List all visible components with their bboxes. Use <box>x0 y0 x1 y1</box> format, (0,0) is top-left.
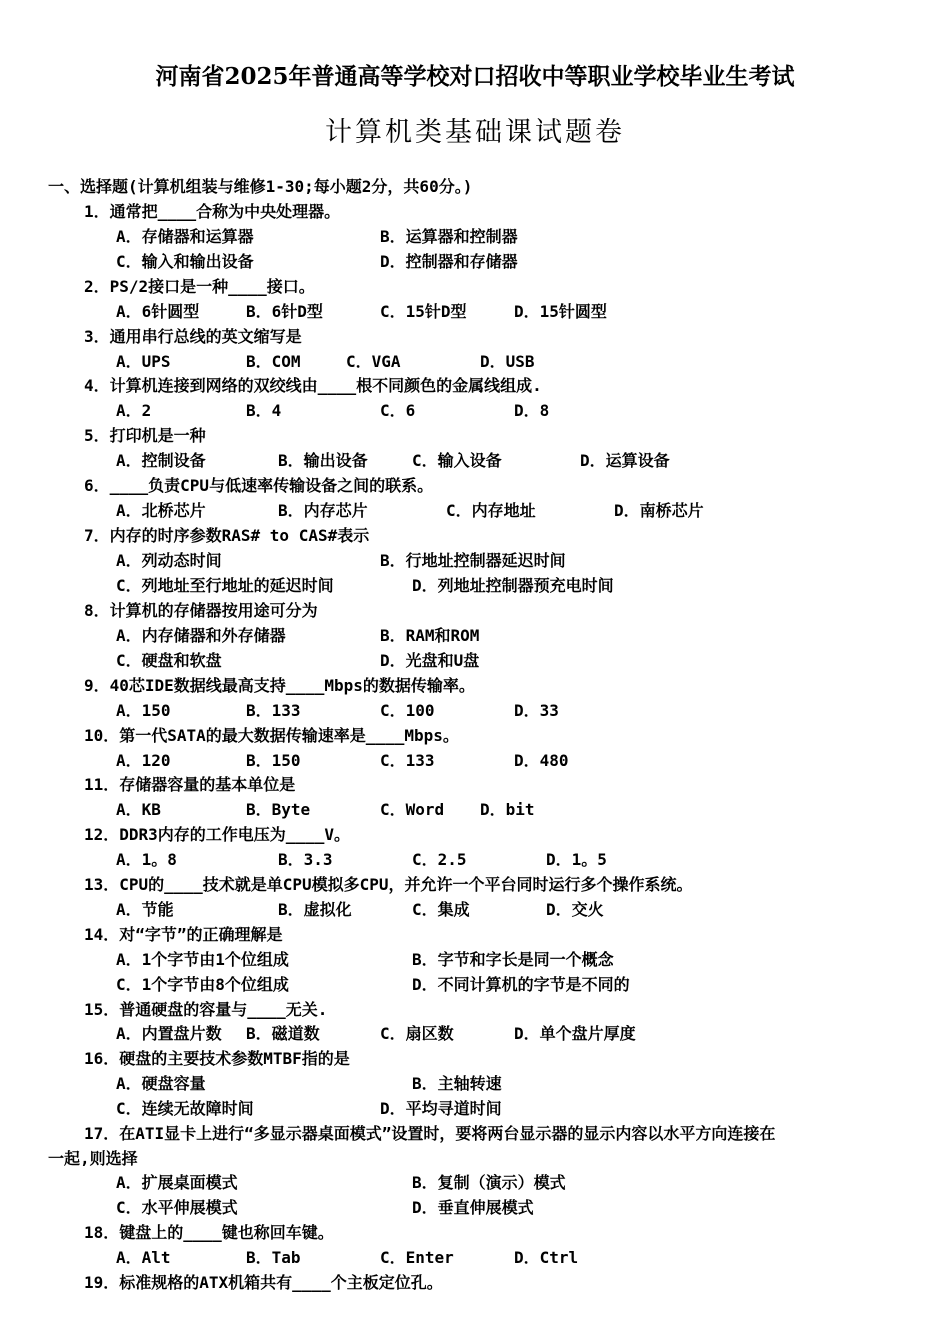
question-stem-continued: 一起,则选择 <box>48 1149 138 1168</box>
question-stem: 10．第一代SATA的最大数据传输速率是____Mbps。 <box>84 726 459 745</box>
question-stem: 9．40芯IDE数据线最高支持____Mbps的数据传输率。 <box>84 676 475 695</box>
exam-title: 河南省2025年普通高等学校对口招收中等职业学校毕业生考试 <box>155 63 795 90</box>
answer-option: B．6针D型 <box>246 302 323 321</box>
answer-option: D．33 <box>514 701 559 720</box>
answer-option: B．RAM和ROM <box>380 626 480 645</box>
answer-option: D．bit <box>480 800 535 819</box>
answer-option: D．控制器和存储器 <box>380 252 518 271</box>
answer-option: B．字节和字长是同一个概念 <box>412 950 614 969</box>
answer-option: A．控制设备 <box>116 451 206 470</box>
answer-option: C．连续无故障时间 <box>116 1099 254 1118</box>
answer-option: D．交火 <box>546 900 604 919</box>
answer-option: A．1个字节由1个位组成 <box>116 950 289 969</box>
answer-option: A．北桥芯片 <box>116 501 206 520</box>
question-stem: 12．DDR3内存的工作电压为____V。 <box>84 825 350 844</box>
answer-option: A．扩展桌面模式 <box>116 1173 238 1192</box>
answer-option: A．2 <box>116 401 152 420</box>
question-stem: 19．标准规格的ATX机箱共有____个主板定位孔。 <box>84 1273 443 1292</box>
question-stem: 3．通用串行总线的英文缩写是 <box>84 327 302 346</box>
question-stem: 18．键盘上的____键也称回车键。 <box>84 1223 334 1242</box>
answer-option: C．Enter <box>380 1248 454 1267</box>
answer-option: A．1。8 <box>116 850 177 869</box>
answer-option: C．输入设备 <box>412 451 502 470</box>
answer-option: C．列地址至行地址的延迟时间 <box>116 576 334 595</box>
answer-option: A．6针圆型 <box>116 302 200 321</box>
exam-subtitle: 计算机类基础课试题卷 <box>325 117 625 148</box>
answer-option: B．虚拟化 <box>278 900 352 919</box>
answer-option: B．内存芯片 <box>278 501 368 520</box>
answer-option: B．COM <box>246 352 301 371</box>
answer-option: B．运算器和控制器 <box>380 227 518 246</box>
question-stem: 1．通常把____合称为中央处理器。 <box>84 202 341 221</box>
question-stem: 6．____负责CPU与低速率传输设备之间的联系。 <box>84 476 434 495</box>
answer-option: A．内置盘片数 <box>116 1024 222 1043</box>
answer-option: A．存储器和运算器 <box>116 227 254 246</box>
question-stem: 11．存储器容量的基本单位是 <box>84 775 296 794</box>
answer-option: B．行地址控制器延迟时间 <box>380 551 566 570</box>
answer-option: A．硬盘容量 <box>116 1074 206 1093</box>
answer-option: D．1。5 <box>546 850 607 869</box>
answer-option: D．单个盘片厚度 <box>514 1024 636 1043</box>
section-heading: 一、选择题(计算机组装与维修1-30;每小题2分，共60分。) <box>48 177 473 196</box>
answer-option: B．主轴转速 <box>412 1074 502 1093</box>
question-stem: 17．在ATI显卡上进行“多显示器桌面模式”设置时，要将两台显示器的显示内容以水平方向连接在 <box>84 1124 776 1143</box>
answer-option: C．输入和输出设备 <box>116 252 254 271</box>
question-stem: 4．计算机连接到网络的双绞线由____根不同颜色的金属线组成. <box>84 376 542 395</box>
answer-option: D．Ctrl <box>514 1248 579 1267</box>
answer-option: A．内存储器和外存储器 <box>116 626 286 645</box>
answer-option: B．复制（演示）模式 <box>412 1173 566 1192</box>
answer-option: D．480 <box>514 751 569 770</box>
answer-option: D．光盘和U盘 <box>380 651 480 670</box>
question-stem: 16．硬盘的主要技术参数MTBF指的是 <box>84 1049 350 1068</box>
answer-option: C．水平伸展模式 <box>116 1198 238 1217</box>
answer-option: C．133 <box>380 751 435 770</box>
answer-option: D．列地址控制器预充电时间 <box>412 576 614 595</box>
answer-option: A．150 <box>116 701 171 720</box>
answer-option: A．UPS <box>116 352 171 371</box>
question-stem: 14．对“字节”的正确理解是 <box>84 925 283 944</box>
answer-option: D．垂直伸展模式 <box>412 1198 534 1217</box>
answer-option: B．磁道数 <box>246 1024 320 1043</box>
answer-option: A．列动态时间 <box>116 551 222 570</box>
question-stem: 8．计算机的存储器按用途可分为 <box>84 601 318 620</box>
answer-option: D．15针圆型 <box>514 302 607 321</box>
answer-option: B．Byte <box>246 800 311 819</box>
answer-option: D．USB <box>480 352 535 371</box>
answer-option: B．4 <box>246 401 282 420</box>
answer-option: A．Alt <box>116 1248 171 1267</box>
answer-option: C．VGA <box>346 352 401 371</box>
answer-option: A．120 <box>116 751 171 770</box>
answer-option: D．平均寻道时间 <box>380 1099 502 1118</box>
question-stem: 2．PS/2接口是一种____接口。 <box>84 277 315 296</box>
answer-option: C．硬盘和软盘 <box>116 651 222 670</box>
answer-option: A．KB <box>116 800 161 819</box>
question-stem: 13．CPU的____技术就是单CPU模拟多CPU，并允许一个平台同时运行多个操作系统。 <box>84 875 693 894</box>
answer-option: C．15针D型 <box>380 302 467 321</box>
question-stem: 5．打印机是一种 <box>84 426 206 445</box>
answer-option: C．2.5 <box>412 850 467 869</box>
answer-option: D．8 <box>514 401 550 420</box>
answer-option: C．扇区数 <box>380 1024 454 1043</box>
answer-option: D．南桥芯片 <box>614 501 704 520</box>
answer-option: C．集成 <box>412 900 470 919</box>
answer-option: A．节能 <box>116 900 174 919</box>
answer-option: B．133 <box>246 701 301 720</box>
answer-option: C．6 <box>380 401 416 420</box>
answer-option: B．输出设备 <box>278 451 368 470</box>
answer-option: C．1个字节由8个位组成 <box>116 975 289 994</box>
answer-option: D．不同计算机的字节是不同的 <box>412 975 630 994</box>
question-stem: 7．内存的时序参数RAS# to CAS#表示 <box>84 526 370 545</box>
answer-option: B．150 <box>246 751 301 770</box>
answer-option: C．内存地址 <box>446 501 536 520</box>
answer-option: B．3.3 <box>278 850 333 869</box>
answer-option: D．运算设备 <box>580 451 670 470</box>
question-stem: 15．普通硬盘的容量与____无关. <box>84 1000 328 1019</box>
answer-option: B．Tab <box>246 1248 301 1267</box>
answer-option: C．100 <box>380 701 435 720</box>
answer-option: C．Word <box>380 800 445 819</box>
